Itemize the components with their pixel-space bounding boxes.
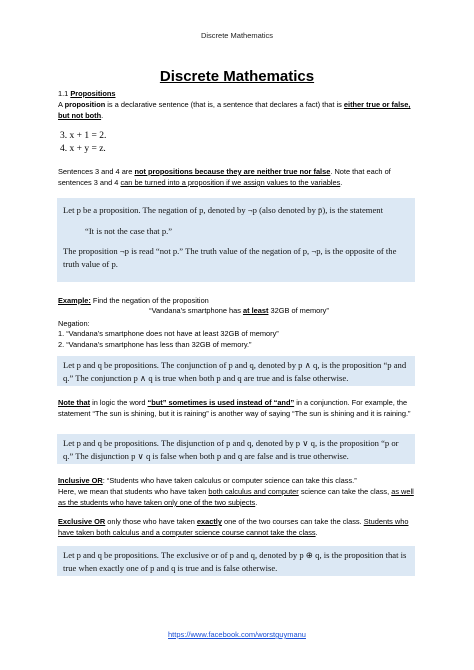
negation-list xyxy=(58,328,420,350)
example-paragraph: Example: Find the negation of the proposition xyxy=(58,296,209,305)
list-item: 2. “Vandana’s smartphone has less than 32GB of memory.” xyxy=(58,340,252,349)
emphasis-true-false: either true or false, but not both xyxy=(58,100,411,120)
equation-3: 3. x + 1 = 2. xyxy=(60,131,107,141)
paragraph-sentences: Sentences 3 and 4 are not propositions because they are neither true nor false. Note that each of sentences 3 and 4 can be turned into a proposition if we assign values to the variables. xyxy=(58,167,391,187)
example-quote: “Vandana’s smartphone has at least 32GB of memory” xyxy=(149,306,329,315)
paragraph-exclusive-or: Exclusive OR only those who have taken exactly one of the two courses can take the class. Students who have taken both calculus and a computer science course cannot take the class. xyxy=(58,517,409,537)
paragraph-inclusive-explanation: Here, we mean that students who have taken both calculus and computer science can take the class, as well as the students who have taken only one of the two subjects. xyxy=(58,487,414,507)
section-title: Propositions xyxy=(70,89,116,98)
definition-paragraph: A proposition is a declarative sentence (that is, a sentence that declares a fact) that is either true or false, but not both. xyxy=(58,100,411,120)
negation-label: Negation: xyxy=(58,319,90,328)
definition-box-exclusive-or: Let p and q be propositions. The exclusive or of p and q, denoted by p ⊕ q, is the proposition that is true when exactly one of p and q is true and is false otherwise. xyxy=(57,546,415,576)
running-header: Discrete Mathematics xyxy=(200,31,274,40)
example-equations xyxy=(60,130,106,156)
section-number: 1.1 xyxy=(58,89,71,98)
example-label: Example: xyxy=(58,296,91,305)
list-item: 1. “Vandana’s smartphone does not have at least 32GB of memory” xyxy=(58,329,279,338)
section-heading xyxy=(58,88,420,99)
page-title: Discrete Mathematics xyxy=(159,68,315,85)
paragraph-note-but: Note that in logic the word “but” sometimes is used instead of “and” in a conjunction. For example, the statement “The sun is shining, but it is raining” is another way of saying “The sun is shining and it is raining.” xyxy=(58,398,411,418)
footer-link[interactable]: https://www.facebook.com/worstguymanu xyxy=(168,630,306,639)
definition-box-conjunction: Let p and q be propositions. The conjunction of p and q, denoted by p ∧ q, is the proposition “p and q.” The conjunction p ∧ q is true when both p and q are true and is false otherwise. xyxy=(57,356,415,386)
term-proposition: proposition xyxy=(64,100,106,109)
paragraph-inclusive-or: Inclusive OR: “Students who have taken calculus or computer science can take this class.” xyxy=(58,476,357,485)
definition-box-negation: Let p be a proposition. The negation of p, denoted by ¬p (also denoted by p̄), is the statement “It is not the case that p.” The proposition ¬p is read “not p.” The truth value of the negation of p, ¬p, is the opposite of the truth value of p. xyxy=(57,198,415,282)
definition-box-disjunction: Let p and q be propositions. The disjunction of p and q, denoted by p ∨ q, is the proposition “p or q.” The disjunction p ∨ q is false when both p and q are false and is true otherwise. xyxy=(57,434,415,464)
equation-4: 4. x + y = z. xyxy=(60,144,106,154)
